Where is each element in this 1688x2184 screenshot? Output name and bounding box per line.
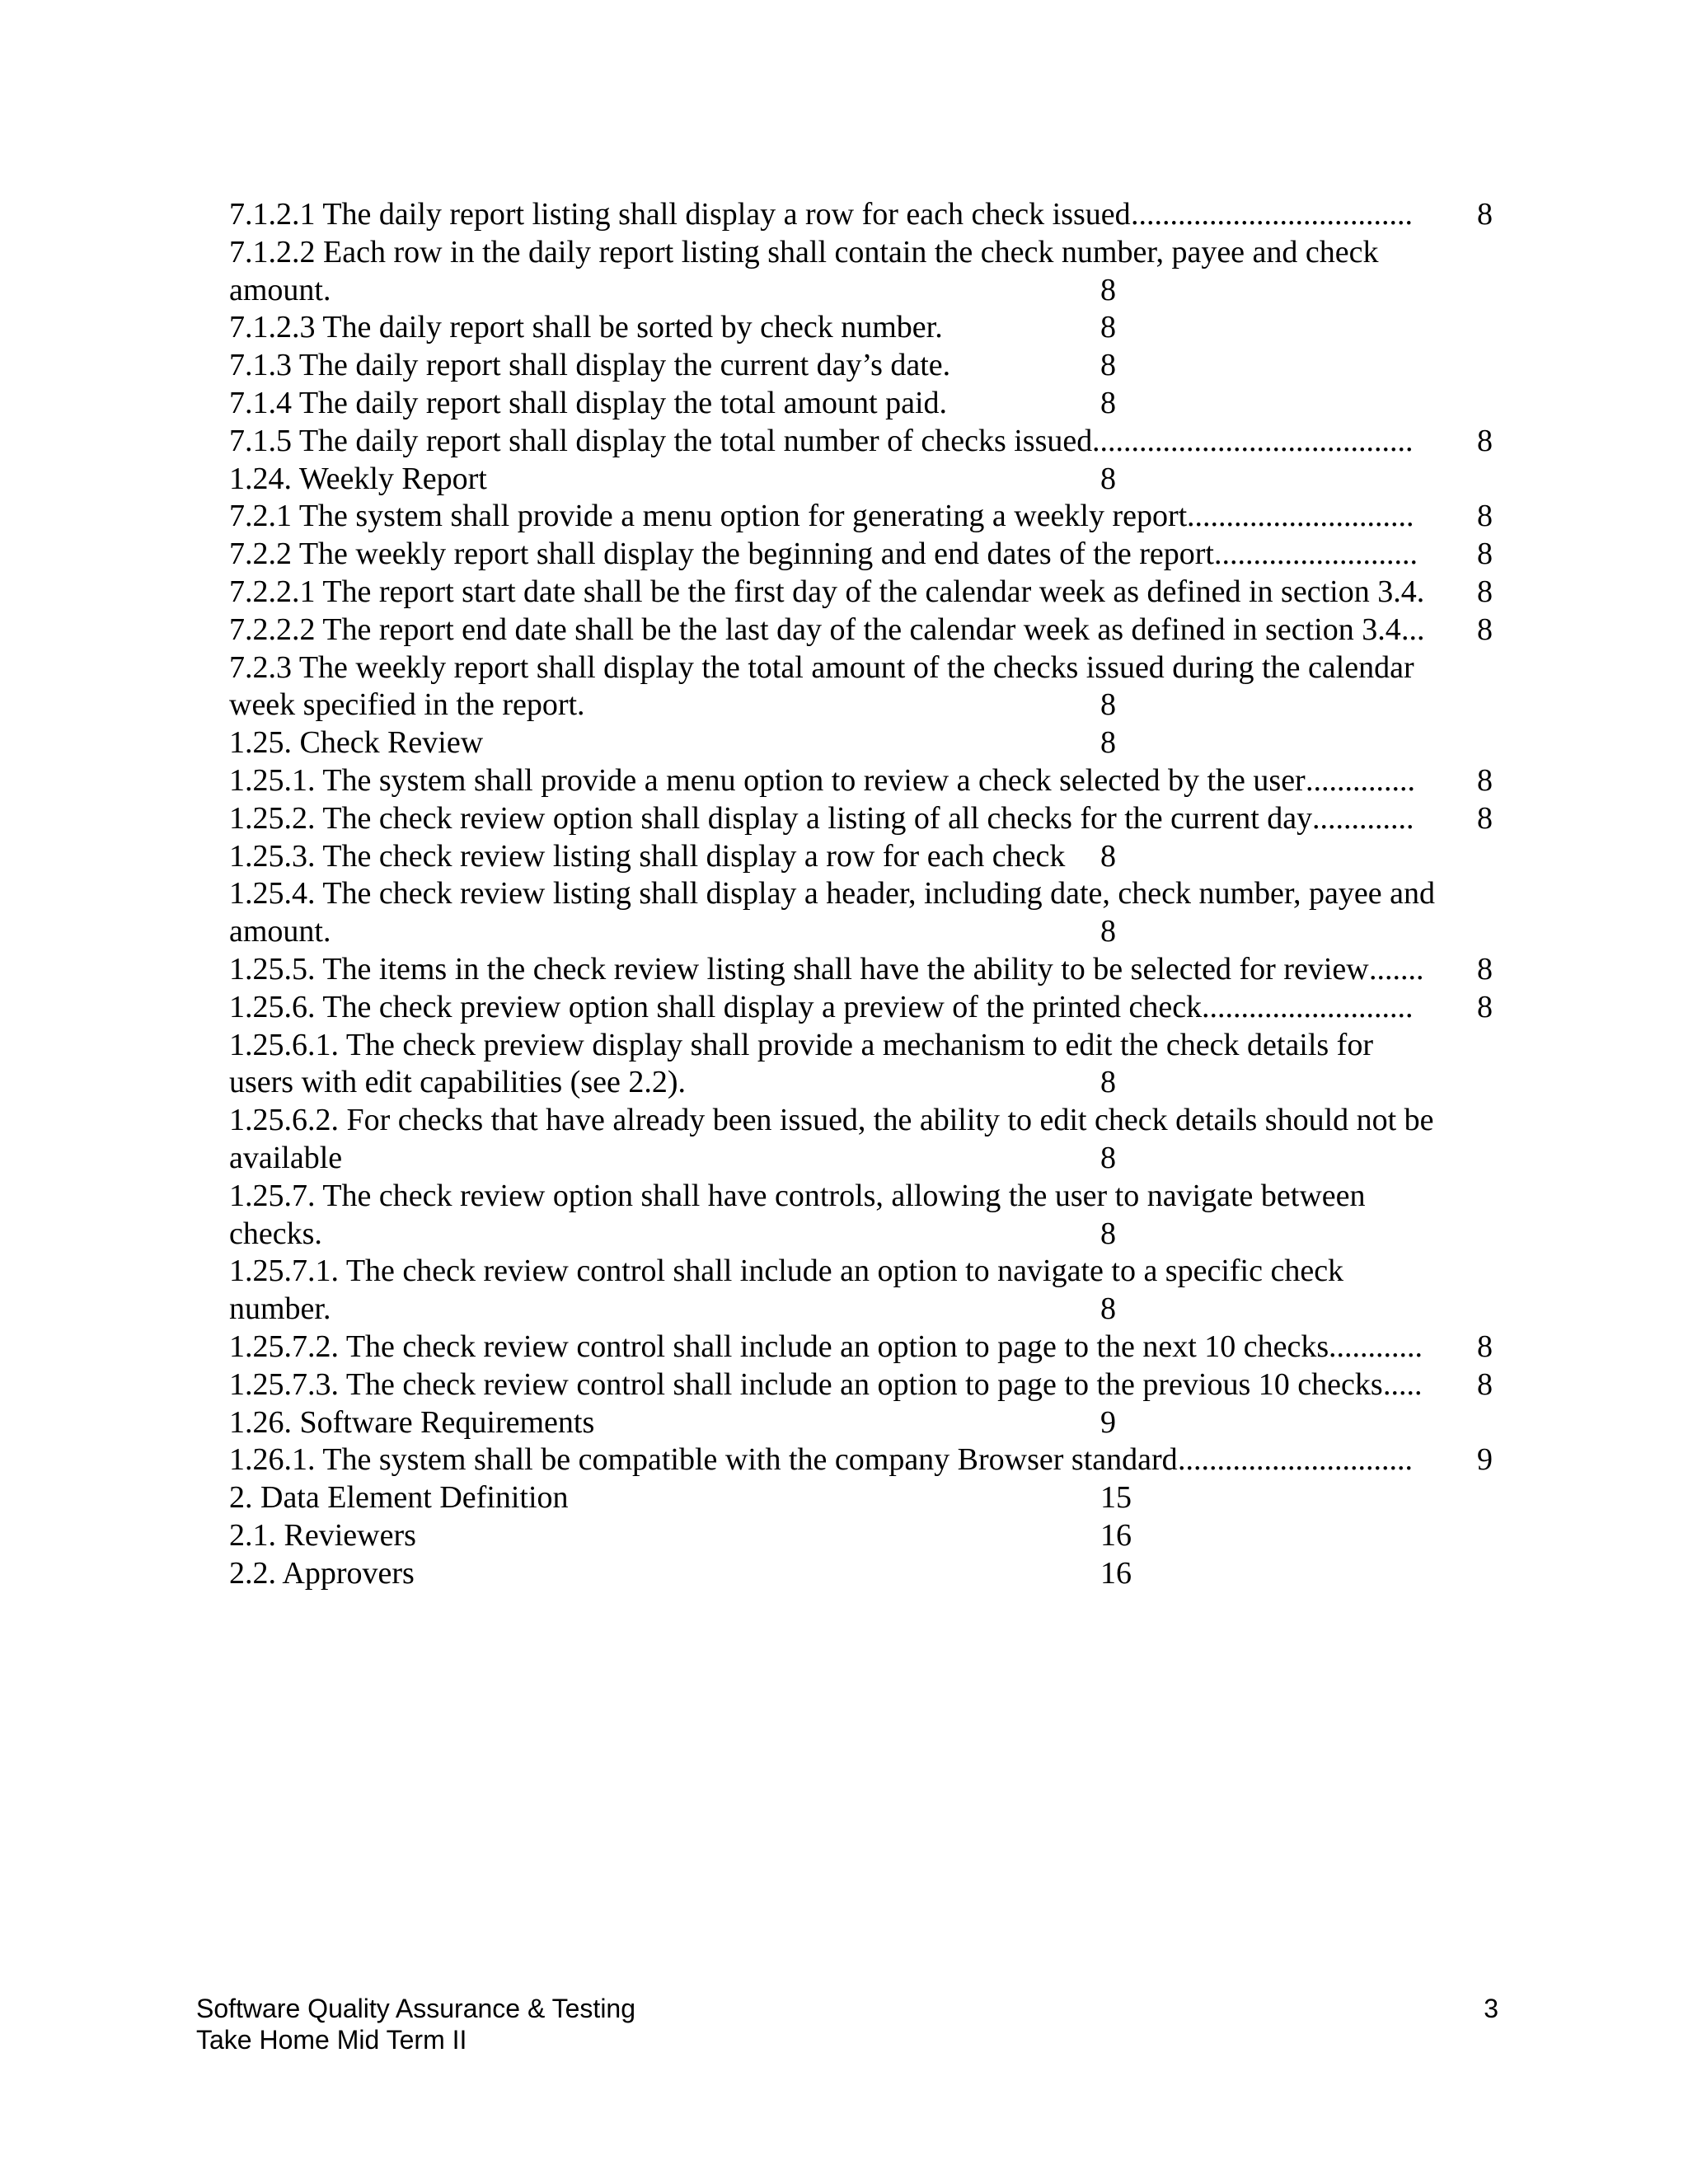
toc-entry-text: 1.24. Weekly Report [229,461,487,496]
toc-entry-text: 7.2.1 The system shall provide a menu option for generating a weekly report [229,499,1188,534]
toc-entry-text: 1.25.5. The items in the check review listing shall have the ability to be selected for review [229,951,1369,987]
toc-leader-dots: ........................... [1202,989,1414,1024]
toc-page-number: 8 [1100,1140,1116,1175]
toc-entry [229,1253,1498,1291]
toc-entry-text: 1.26. Software Requirements [229,1404,595,1440]
toc-entry-text: 1.25.6.2. For checks that have already been issued, the ability to edit check details should not be [229,1103,1434,1138]
toc-page-number: 8 [1477,1366,1493,1402]
toc-entry-text: 1.25.6.1. The check preview display shall provide a mechanism to edit the check details for [229,1027,1373,1062]
toc-entry [229,1479,1498,1517]
toc-entry [229,272,1498,310]
toc-entry [229,1366,1498,1404]
toc-leader-dots: ............................. [1187,499,1414,534]
toc-entry [229,234,1498,272]
toc-entry-text: 1.25.1. The system shall provide a menu option to review a check selected by the user [229,762,1306,798]
toc-entry [229,574,1498,612]
toc-page-number: 8 [1477,423,1493,458]
toc-page-number: 8 [1477,951,1493,987]
toc-entry [229,724,1498,762]
toc-page-number: 8 [1100,914,1116,949]
toc-entry [229,649,1498,687]
toc-page-number: 8 [1100,725,1116,761]
toc-entry [229,687,1498,724]
toc-page-number: 8 [1100,1065,1116,1100]
toc-entry-text: 7.1.3 The daily report shall display the current day’s date. [229,348,951,383]
toc-leader-dots: .......................... [1214,537,1418,572]
toc-page-number: 8 [1477,762,1493,798]
toc-leader-dots: .............. [1306,762,1415,798]
toc-page-number: 8 [1477,800,1493,836]
toc-page-number: 8 [1477,1329,1493,1364]
toc-entry [229,1064,1498,1102]
toc-entry-text: 1.25.7.1. The check review control shall include an option to navigate to a specific check [229,1254,1344,1289]
toc-entry-text: amount. [229,914,331,949]
toc-entry [229,989,1498,1027]
toc-page-number: 8 [1100,1291,1116,1327]
toc-entry [229,461,1498,499]
toc-leader-dots: ..... [1383,1366,1423,1402]
toc-entry [229,838,1498,876]
toc-entry-text: available [229,1140,343,1175]
toc-leader-dots: ....... [1369,951,1424,987]
toc-page-number: 8 [1100,310,1116,345]
toc-page-number: 8 [1100,687,1116,723]
toc-entry-text: 1.25.6. The check preview option shall display a preview of the printed check [229,989,1203,1024]
toc-page-number: 8 [1477,574,1493,609]
toc-leader-dots: ......................................... [1092,423,1414,458]
toc-entry [229,1517,1498,1555]
toc-entry-text: 7.2.2 The weekly report shall display the beginning and end dates of the report [229,537,1214,572]
toc-page-number: 8 [1100,1216,1116,1251]
toc-entry [229,347,1498,385]
toc-page-number: 9 [1100,1404,1116,1440]
toc-entry-text: amount. [229,272,331,307]
toc-entry [229,1441,1498,1479]
toc-entry-text: 7.1.2.3 The daily report shall be sorted by check number. [229,310,943,345]
toc-leader-dots: ... [1401,612,1425,647]
toc-leader-dots: .................................... [1131,197,1413,232]
toc-page-number: 16 [1100,1555,1132,1591]
toc-entry [229,385,1498,423]
toc-entry [229,423,1498,461]
toc-page-number: 9 [1477,1442,1493,1478]
toc-page-number: 8 [1477,499,1493,534]
toc-entry-text: checks. [229,1216,322,1251]
toc-entry-text: 1.25. Check Review [229,725,484,761]
toc-entry [229,1102,1498,1140]
toc-entry-text: number. [229,1291,331,1327]
toc-entry [229,1291,1498,1329]
toc-entry-text: 1.26.1. The system shall be compatible with the company Browser standard [229,1442,1178,1478]
toc-entry [229,800,1498,838]
toc-entry [229,612,1498,649]
toc-entry [229,1178,1498,1216]
toc-entry [229,1329,1498,1366]
toc-entry-text: 7.2.2.1 The report start date shall be the first day of the calendar week as defined in section 3.4. [229,574,1425,609]
footer-document-title: Take Home Mid Term II [196,2025,467,2055]
toc-entry-text: users with edit capabilities (see 2.2). [229,1065,687,1100]
footer-course-title: Software Quality Assurance & Testing [196,1994,636,2023]
toc-page-number: 8 [1100,385,1116,420]
toc-entry-text: 2.1. Reviewers [229,1517,416,1553]
toc-entry [229,762,1498,800]
toc-page-number: 16 [1100,1517,1132,1553]
toc-entry-text: 7.2.2.2 The report end date shall be the last day of the calendar week as defined in section 3.4 [229,612,1401,647]
table-of-contents [229,196,1498,1592]
toc-entry [229,498,1498,536]
toc-entry-text: 2. Data Element Definition [229,1480,569,1516]
toc-entry-text: 1.25.7.2. The check review control shall include an option to page to the next 10 checks [229,1329,1329,1364]
toc-entry [229,1140,1498,1178]
toc-entry [229,1404,1498,1442]
toc-page-number: 8 [1477,197,1493,232]
toc-entry-text: week specified in the report. [229,687,585,723]
toc-page-number: 8 [1100,838,1116,874]
toc-entry-text: 7.1.2.1 The daily report listing shall display a row for each check issued [229,197,1131,232]
toc-entry-text: 1.25.4. The check review listing shall display a header, including date, check number, payee and [229,876,1435,912]
toc-entry [229,951,1498,989]
toc-entry-text: 7.2.3 The weekly report shall display the total amount of the checks issued during the calendar [229,649,1414,685]
toc-page-number: 15 [1100,1480,1132,1516]
toc-entry-text: 1.25.7. The check review option shall have controls, allowing the user to navigate between [229,1178,1366,1213]
toc-entry [229,1216,1498,1254]
page-number: 3 [1484,1994,1498,2023]
toc-page-number: 8 [1477,989,1493,1024]
toc-page-number: 8 [1100,272,1116,307]
toc-entry-text: 1.25.7.3. The check review control shall include an option to page to the previous 10 checks [229,1366,1383,1402]
toc-entry [229,1555,1498,1593]
toc-page-number: 8 [1100,348,1116,383]
toc-page-number: 8 [1477,537,1493,572]
toc-entry-text: 2.2. Approvers [229,1555,415,1591]
toc-leader-dots: ............ [1329,1329,1423,1364]
toc-page-number: 8 [1100,461,1116,496]
toc-leader-dots: ............. [1312,800,1414,836]
toc-entry [229,875,1498,913]
toc-entry [229,913,1498,951]
toc-entry [229,196,1498,234]
toc-entry-text: 1.25.3. The check review listing shall display a row for each check [229,838,1066,874]
toc-leader-dots: .............................. [1178,1442,1413,1478]
toc-entry-text: 7.1.2.2 Each row in the daily report listing shall contain the check number, payee and check [229,234,1379,269]
page-footer [196,1993,1498,2055]
toc-entry-text: 1.25.2. The check review option shall display a listing of all checks for the current day [229,800,1313,836]
toc-page-number: 8 [1477,612,1493,647]
toc-entry [229,1027,1498,1065]
toc-entry-text: 7.1.4 The daily report shall display the total amount paid. [229,385,948,420]
toc-entry [229,309,1498,347]
toc-entry-text: 7.1.5 The daily report shall display the total number of checks issued [229,423,1093,458]
toc-entry [229,536,1498,574]
